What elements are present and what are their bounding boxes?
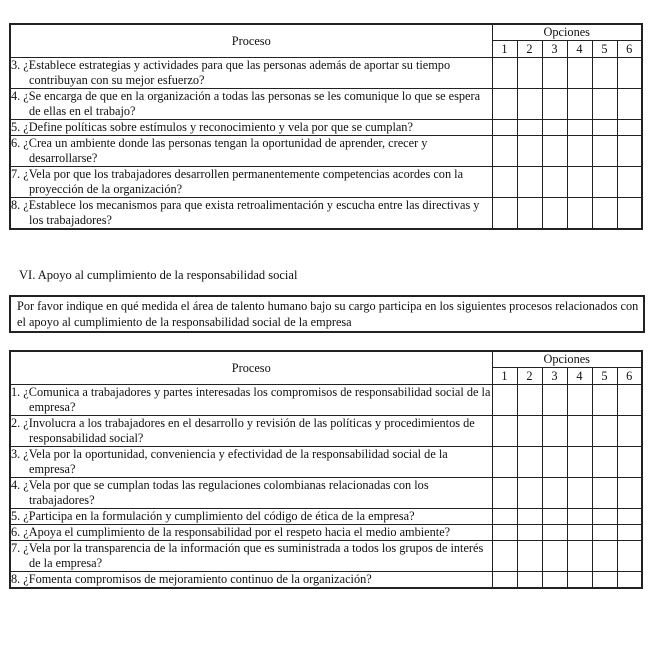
header-process: Proceso <box>10 351 492 385</box>
option-cell-5[interactable] <box>592 478 617 509</box>
option-cell-3[interactable] <box>542 416 567 447</box>
option-cell-5[interactable] <box>592 120 617 136</box>
option-cell-2[interactable] <box>517 478 542 509</box>
question-row <box>10 447 642 478</box>
question-text-cell <box>10 509 492 525</box>
question-text: 1. ¿Comunica a trabajadores y partes interesadas los compromisos de responsabilidad social de la empresa? <box>11 385 491 414</box>
option-cell-3[interactable] <box>542 478 567 509</box>
question-row <box>10 385 642 416</box>
question-text-cell <box>10 447 492 478</box>
question-text-cell <box>10 120 492 136</box>
question-row <box>10 167 642 198</box>
option-number: 3 <box>542 368 567 385</box>
option-cell-4[interactable] <box>567 167 592 198</box>
question-row <box>10 509 642 525</box>
option-number: 1 <box>492 368 517 385</box>
option-cell-3[interactable] <box>542 89 567 120</box>
option-cell-6[interactable] <box>617 416 642 447</box>
question-text: 8. ¿Fomenta compromisos de mejoramiento continuo de la organización? <box>11 572 372 586</box>
option-cell-5[interactable] <box>592 525 617 541</box>
option-cell-5[interactable] <box>592 198 617 230</box>
option-cell-4[interactable] <box>567 447 592 478</box>
option-number: 6 <box>617 368 642 385</box>
option-cell-4[interactable] <box>567 120 592 136</box>
option-number: 6 <box>617 41 642 58</box>
question-text: 3. ¿Establece estrategias y actividades para que las personas además de aportar su tiempo contribuyan con su mejor esfuerzo? <box>11 58 451 87</box>
option-cell-2[interactable] <box>517 167 542 198</box>
option-cell-4[interactable] <box>567 478 592 509</box>
option-cell-5[interactable] <box>592 385 617 416</box>
instruction-box: Por favor indique en qué medida el área de talento humano bajo su cargo participa en los siguientes procesos relacionados con el apoyo al cumplimiento de la responsabilidad social de la empresa <box>9 295 645 333</box>
option-cell-2[interactable] <box>517 198 542 230</box>
option-number: 1 <box>492 41 517 58</box>
question-text: 3. ¿Vela por la oportunidad, conveniencia y efectividad de la responsabilidad social de la empresa? <box>11 447 448 476</box>
question-text-cell <box>10 416 492 447</box>
option-cell-3[interactable] <box>542 541 567 572</box>
option-cell-6[interactable] <box>617 572 642 589</box>
option-number: 2 <box>517 368 542 385</box>
option-cell-5[interactable] <box>592 89 617 120</box>
option-cell-5[interactable] <box>592 136 617 167</box>
question-row <box>10 416 642 447</box>
question-text-cell <box>10 58 492 89</box>
option-cell-5[interactable] <box>592 167 617 198</box>
question-text-cell <box>10 198 492 230</box>
option-cell-6[interactable] <box>617 385 642 416</box>
option-cell-6[interactable] <box>617 509 642 525</box>
option-cell-1[interactable] <box>492 478 517 509</box>
option-cell-5[interactable] <box>592 541 617 572</box>
option-cell-4[interactable] <box>567 58 592 89</box>
question-text-cell <box>10 572 492 589</box>
option-cell-2[interactable] <box>517 385 542 416</box>
question-row <box>10 58 642 89</box>
question-text: 4. ¿Vela por que se cumplan todas las regulaciones colombianas relacionadas con los trabajadores? <box>11 478 429 507</box>
header-process: Proceso <box>10 24 492 58</box>
option-number: 3 <box>542 41 567 58</box>
question-text: 5. ¿Participa en la formulación y cumplimiento del código de ética de la empresa? <box>11 509 415 523</box>
option-cell-2[interactable] <box>517 89 542 120</box>
option-cell-6[interactable] <box>617 58 642 89</box>
option-cell-2[interactable] <box>517 58 542 89</box>
question-text: 8. ¿Establece los mecanismos para que exista retroalimentación y escucha entre las directivas y los trabajadores? <box>11 198 480 227</box>
option-cell-3[interactable] <box>542 509 567 525</box>
option-cell-1[interactable] <box>492 198 517 230</box>
question-row <box>10 478 642 509</box>
option-cell-2[interactable] <box>517 509 542 525</box>
question-row <box>10 525 642 541</box>
option-cell-1[interactable] <box>492 385 517 416</box>
option-cell-5[interactable] <box>592 572 617 589</box>
question-row <box>10 136 642 167</box>
question-text-cell <box>10 541 492 572</box>
option-cell-3[interactable] <box>542 447 567 478</box>
question-text-cell <box>10 478 492 509</box>
option-cell-3[interactable] <box>542 572 567 589</box>
option-cell-3[interactable] <box>542 525 567 541</box>
option-cell-1[interactable] <box>492 572 517 589</box>
option-cell-6[interactable] <box>617 198 642 230</box>
option-cell-6[interactable] <box>617 89 642 120</box>
option-cell-6[interactable] <box>617 525 642 541</box>
question-row <box>10 89 642 120</box>
option-cell-3[interactable] <box>542 385 567 416</box>
option-number: 5 <box>592 41 617 58</box>
option-cell-6[interactable] <box>617 478 642 509</box>
option-cell-4[interactable] <box>567 198 592 230</box>
option-cell-1[interactable] <box>492 120 517 136</box>
questionnaire-table-1 <box>9 23 643 230</box>
question-text: 2. ¿Involucra a los trabajadores en el desarrollo y revisión de las políticas y procedimientos de responsabilidad social? <box>11 416 475 445</box>
question-text-cell <box>10 136 492 167</box>
option-number: 2 <box>517 41 542 58</box>
option-cell-2[interactable] <box>517 136 542 167</box>
option-cell-1[interactable] <box>492 416 517 447</box>
option-number: 5 <box>592 368 617 385</box>
option-cell-1[interactable] <box>492 541 517 572</box>
option-cell-3[interactable] <box>542 198 567 230</box>
option-cell-1[interactable] <box>492 447 517 478</box>
option-cell-2[interactable] <box>517 120 542 136</box>
questionnaire-table-2 <box>9 350 643 589</box>
option-cell-1[interactable] <box>492 89 517 120</box>
option-cell-6[interactable] <box>617 167 642 198</box>
question-row <box>10 572 642 589</box>
option-cell-3[interactable] <box>542 120 567 136</box>
option-number: 4 <box>567 41 592 58</box>
option-cell-1[interactable] <box>492 525 517 541</box>
option-cell-2[interactable] <box>517 572 542 589</box>
option-cell-2[interactable] <box>517 525 542 541</box>
option-cell-5[interactable] <box>592 447 617 478</box>
question-row <box>10 541 642 572</box>
option-cell-1[interactable] <box>492 58 517 89</box>
option-cell-5[interactable] <box>592 58 617 89</box>
section-title: VI. Apoyo al cumplimiento de la responsabilidad social <box>19 268 298 282</box>
option-cell-4[interactable] <box>567 89 592 120</box>
option-cell-3[interactable] <box>542 58 567 89</box>
option-cell-6[interactable] <box>617 541 642 572</box>
question-text: 4. ¿Se encarga de que en la organización a todas las personas se les comunique lo que se espera de ellas en el trabajo? <box>11 89 481 118</box>
question-text: 5. ¿Define políticas sobre estímulos y reconocimiento y vela por que se cumplan? <box>11 120 413 134</box>
question-text: 7. ¿Vela por que los trabajadores desarrollen permanentemente competencias acordes con la proyección de la organización? <box>11 167 464 196</box>
option-cell-4[interactable] <box>567 509 592 525</box>
option-cell-4[interactable] <box>567 572 592 589</box>
option-cell-5[interactable] <box>592 509 617 525</box>
question-text: 6. ¿Crea un ambiente donde las personas tengan la oportunidad de aprender, crecer y desarrollarse? <box>11 136 428 165</box>
option-cell-6[interactable] <box>617 447 642 478</box>
option-cell-6[interactable] <box>617 136 642 167</box>
option-cell-4[interactable] <box>567 136 592 167</box>
option-cell-5[interactable] <box>592 416 617 447</box>
question-text: 6. ¿Apoya el cumplimiento de la responsabilidad por el respeto hacia el medio ambiente? <box>11 525 451 539</box>
question-text-cell <box>10 167 492 198</box>
option-cell-1[interactable] <box>492 136 517 167</box>
question-text-cell <box>10 385 492 416</box>
option-cell-3[interactable] <box>542 136 567 167</box>
option-cell-4[interactable] <box>567 525 592 541</box>
question-text-cell <box>10 89 492 120</box>
question-row <box>10 198 642 230</box>
option-number: 4 <box>567 368 592 385</box>
question-text: 7. ¿Vela por la transparencia de la información que es suministrada a todos los grupos de interés de la empresa? <box>11 541 484 570</box>
option-cell-3[interactable] <box>542 167 567 198</box>
option-cell-4[interactable] <box>567 385 592 416</box>
option-cell-1[interactable] <box>492 509 517 525</box>
option-cell-1[interactable] <box>492 167 517 198</box>
option-cell-2[interactable] <box>517 541 542 572</box>
option-cell-4[interactable] <box>567 416 592 447</box>
option-cell-2[interactable] <box>517 447 542 478</box>
question-text-cell <box>10 525 492 541</box>
option-cell-4[interactable] <box>567 541 592 572</box>
option-cell-2[interactable] <box>517 416 542 447</box>
header-options: Opciones <box>492 351 642 368</box>
option-cell-6[interactable] <box>617 120 642 136</box>
question-row <box>10 120 642 136</box>
header-options: Opciones <box>492 24 642 41</box>
